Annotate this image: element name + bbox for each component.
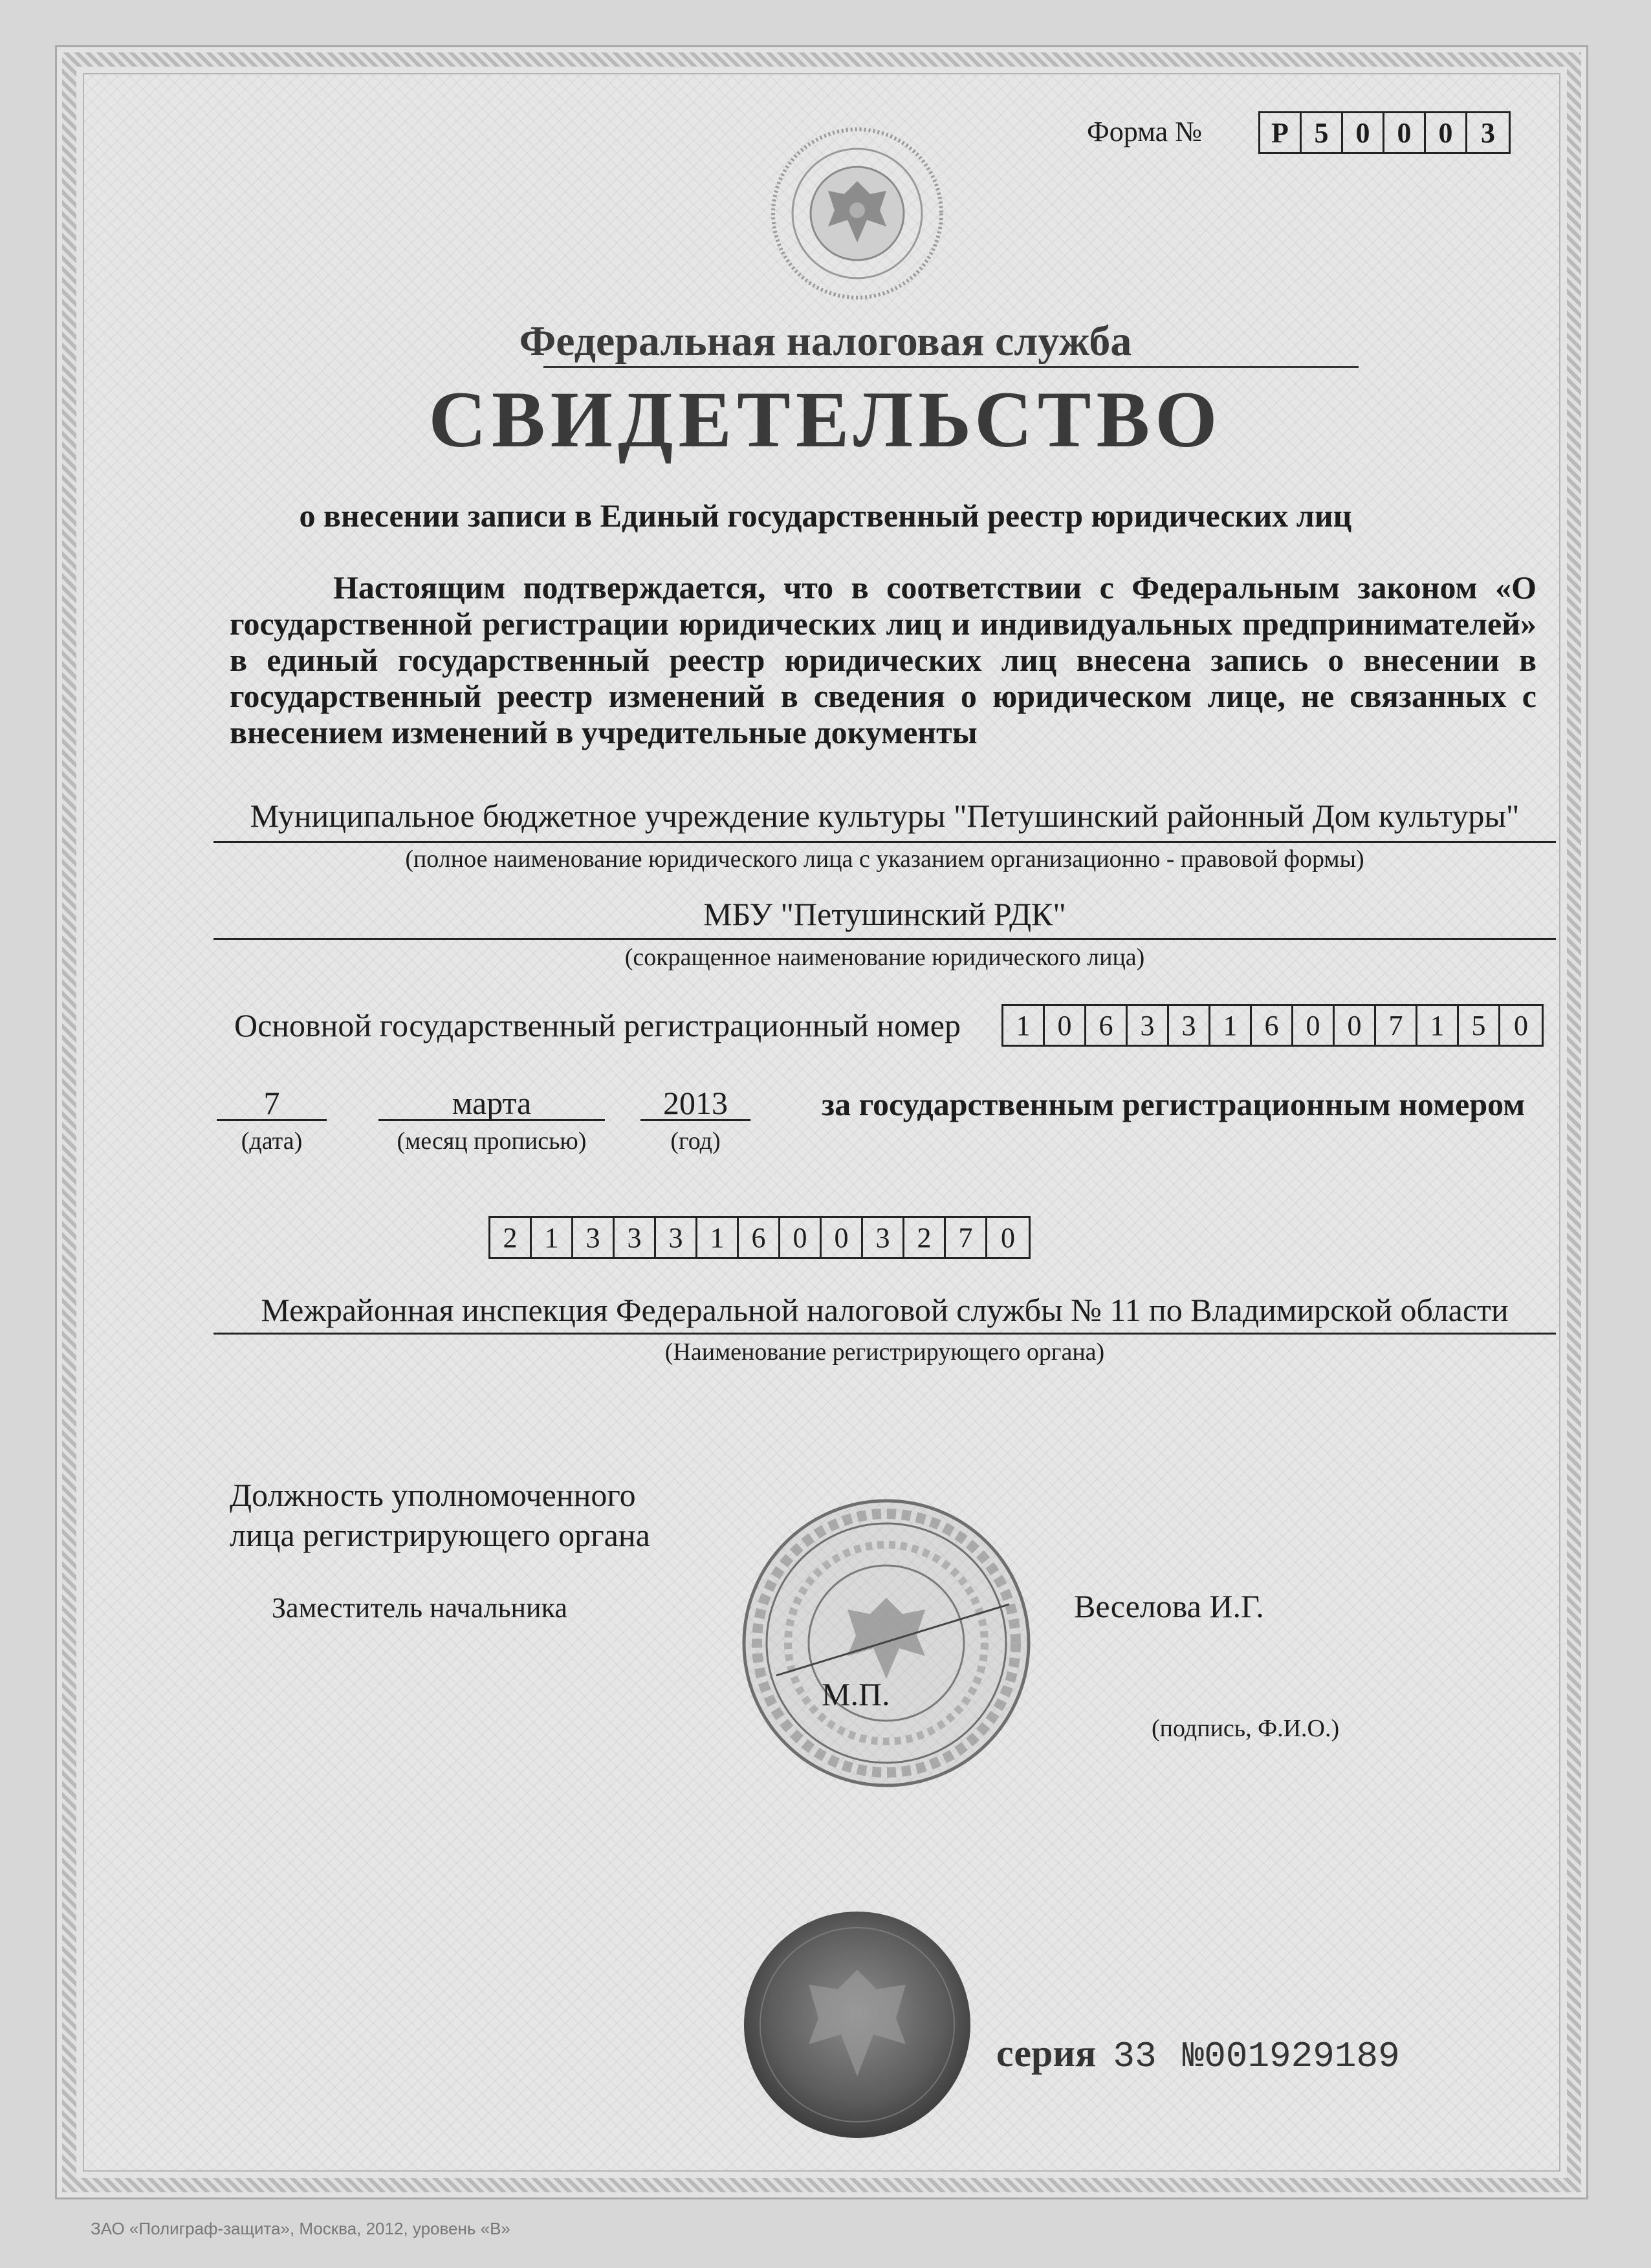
grn-digit: 2 [904,1218,946,1257]
statement-paragraph: Настоящим подтверждается, что в соответствии с Федеральным законом «О государственной регистрации юридических лиц и индивидуальных предпринимателей» в единый государственный реестр юридических лиц внесена запись о внесении в государственный реестр изменений в сведения о юридическом лице, не связанных с внесением изменений в учредительные документы [230,569,1536,750]
stamp-place-label: М.П. [822,1676,890,1712]
form-number-label: Форма № [1087,116,1203,147]
full-name-caption: (полное наименование юридического лица с указанием организационно - правовой формы) [405,845,1364,873]
agency-underline [543,366,1359,368]
ogrn-digit: 0 [1045,1006,1086,1045]
position-label-line2: лица регистрирующего органа [230,1517,650,1553]
grn-digit: 3 [573,1218,615,1257]
ogrn-digit: 0 [1293,1006,1335,1045]
grn-digit: 3 [615,1218,656,1257]
ogrn-digit: 3 [1128,1006,1169,1045]
ogrn-digit: 0 [1514,1009,1528,1041]
ogrn-digit: 6 [1086,1006,1128,1045]
date-month: марта [452,1085,532,1121]
entity-short-name: МБУ "Петушинский РДК" [703,896,1066,932]
date-year: 2013 [663,1085,728,1121]
grn-digit: 1 [697,1218,739,1257]
grn-digit: 6 [739,1218,780,1257]
grn-digit: 0 [780,1218,822,1257]
position-label-line1: Должность уполномоченного [230,1477,636,1513]
grn-digit: 7 [946,1218,987,1257]
ogrn-digit: 3 [1169,1006,1210,1045]
form-code-cell: 0 [1426,113,1467,152]
hologram-seal-icon [741,1908,974,2141]
series-label: серия [996,2032,1097,2075]
entity-full-name: Муниципальное бюджетное учреждение культуры "Петушинский районный Дом культуры" [250,798,1520,834]
month-caption: (месяц прописью) [397,1128,587,1155]
form-code-cell: Р [1260,113,1302,152]
grn-digit: 0 [1001,1221,1015,1254]
document-subtitle: о внесении записи в Единый государственный реестр юридических лиц [299,497,1352,534]
form-code-cell: 0 [1384,113,1426,152]
signatory-name: Веселова И.Г. [1074,1588,1264,1624]
document-title: СВИДЕТЕЛЬСТВО [428,375,1223,464]
reg-number-label: за государственным регистрационным номером [822,1086,1525,1122]
form-code-cell: 3 [1481,116,1495,149]
ogrn-digit: 5 [1459,1006,1500,1045]
date-day: 7 [263,1085,280,1121]
series-number [996,2031,1400,2077]
ogrn-digit: 1 [1210,1006,1252,1045]
agency-name: Федеральная налоговая служба [519,318,1132,365]
position-label [230,1475,650,1555]
ogrn-digit: 0 [1335,1006,1376,1045]
ogrn-digit: 1 [1417,1006,1459,1045]
signatory-position: Заместитель начальника [272,1592,567,1624]
ogrn-cells [1001,1004,1544,1047]
signature-caption: (подпись, Ф.И.О.) [1152,1715,1340,1742]
ogrn-digit: 1 [1003,1006,1045,1045]
printer-imprint: ЗАО «Полиграф-защита», Москва, 2012, уровень «В» [91,2219,510,2238]
grn-cells [488,1216,1031,1259]
grn-digit: 1 [532,1218,573,1257]
authority-caption: (Наименование регистрирующего органа) [664,1338,1105,1366]
document-number: №001929189 [1182,2036,1400,2077]
official-stamp-icon [738,1494,1035,1792]
form-code-cell: 0 [1343,113,1384,152]
short-name-caption: (сокращенное наименование юридического лица) [624,944,1145,971]
ogrn-digit: 7 [1376,1006,1417,1045]
authority-name: Межрайонная инспекция Федеральной налоговой службы № 11 по Владимирской области [261,1292,1509,1328]
day-caption: (дата) [241,1128,303,1155]
ogrn-digit: 6 [1252,1006,1293,1045]
grn-digit: 2 [490,1218,532,1257]
year-caption: (год) [670,1128,721,1155]
state-emblem-icon [767,123,948,304]
grn-digit: 3 [656,1218,697,1257]
grn-digit: 3 [863,1218,904,1257]
grn-digit: 0 [822,1218,863,1257]
ogrn-label: Основной государственный регистрационный номер [234,1007,961,1043]
series-value: 33 [1113,2036,1157,2077]
form-code-cell: 5 [1302,113,1343,152]
form-code-cells [1258,111,1511,154]
